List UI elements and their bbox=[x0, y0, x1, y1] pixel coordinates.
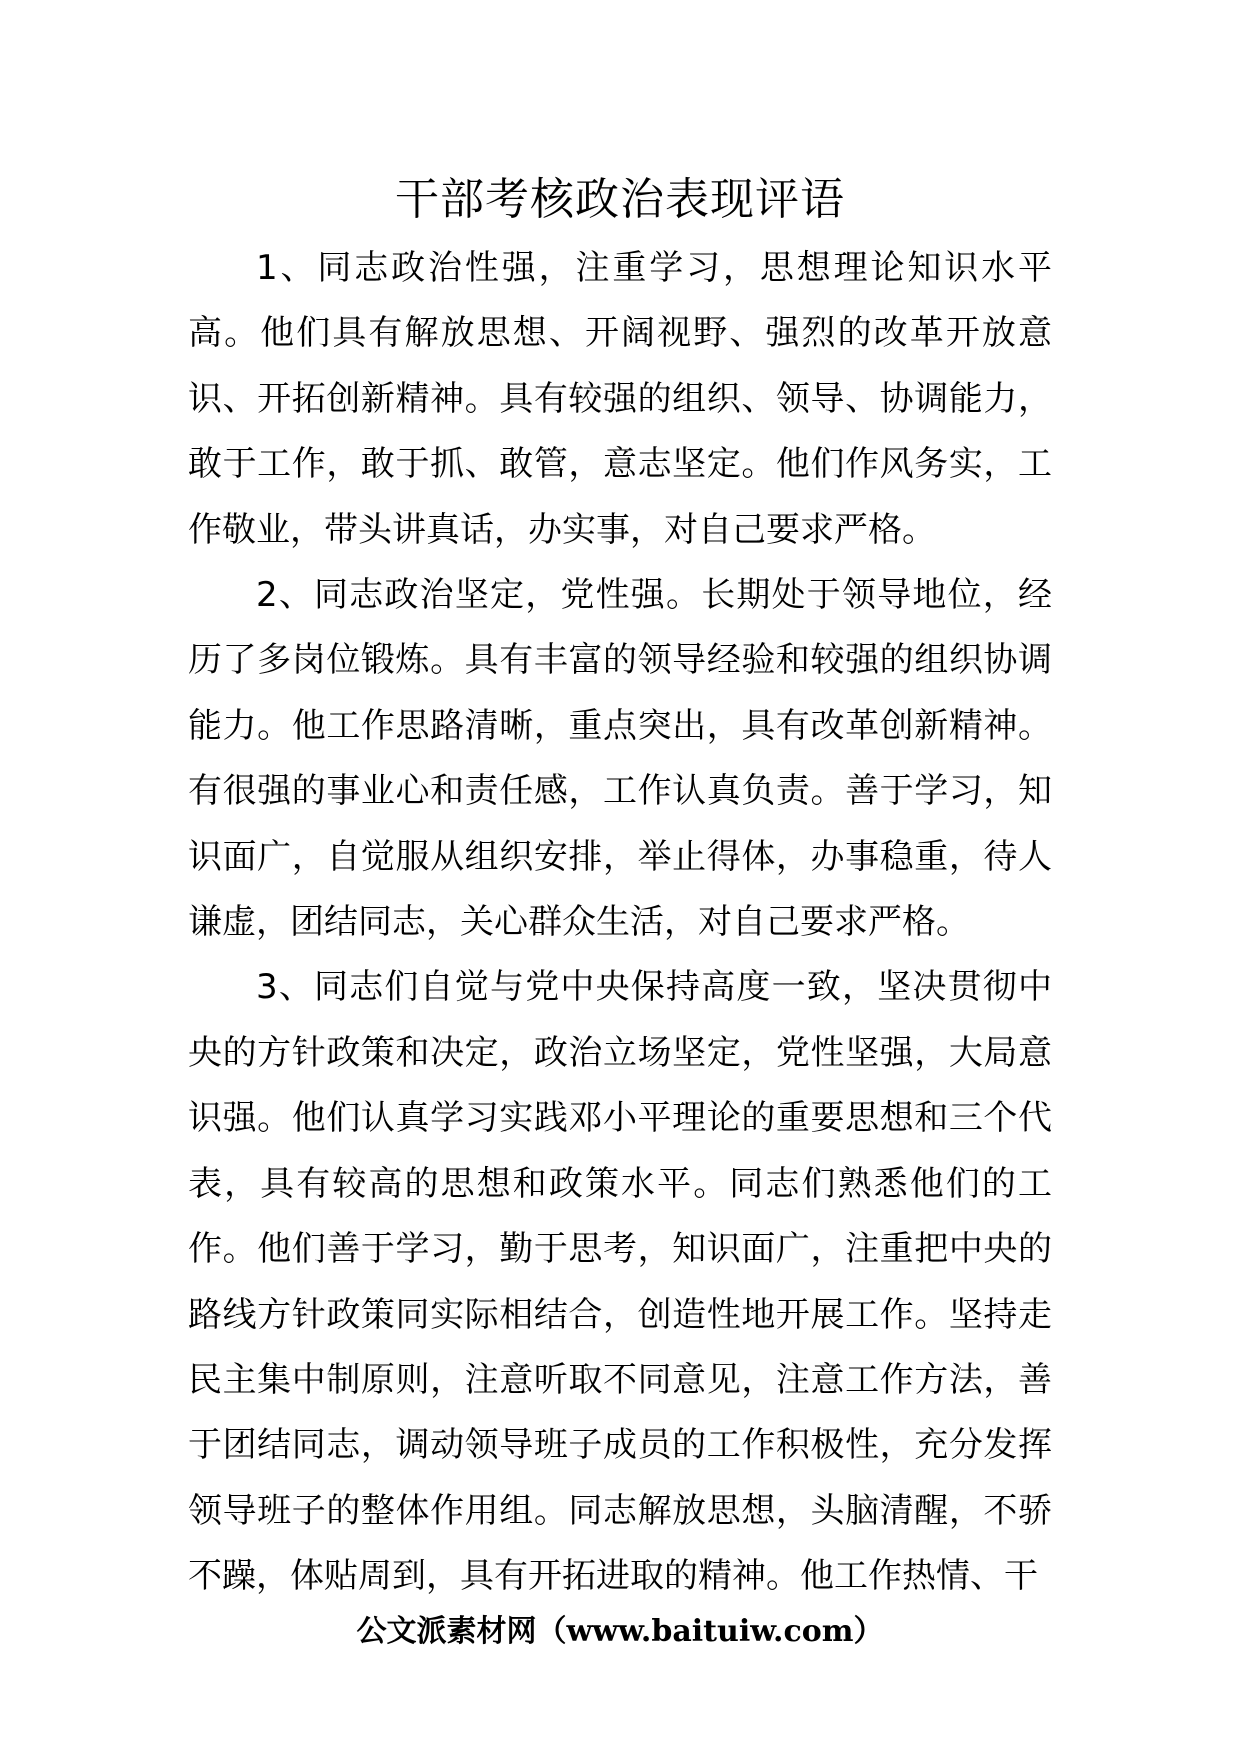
document-title: 干部考核政治表现评语 bbox=[395, 174, 845, 225]
paragraph-3: 3、同志们自觉与党中央保持高度一致，坚决贯彻中央的方针政策和决定，政治立场坚定，党性坚强，大局意识强。他们认真学习实践邓小平理论的重要思想和三个代表，具有较高的思想和政策水平。同志们熟悉他们的工作。他们善于学习，勤于思考，知识面广，注重把中央的路线方针政策同实际相结合，创造性地开展工作。坚持走民主集中制原则，注意听取不同意见，注意工作方法，善于团结同志，调动领导班子成员的工作积极性，充分发挥领导班子的整体作用组。同志解放思想，头脑清醒，不骄不躁，体贴周到，具有开拓进取的精神。他工作热情、干 bbox=[188, 967, 1052, 1597]
footer-watermark: 公文派素材网（www.baituiw.com） bbox=[356, 1614, 884, 1649]
paragraph-1: 1、同志政治性强，注重学习，思想理论知识水平高。他们具有解放思想、开阔视野、强烈的改革开放意识、开拓创新精神。具有较强的组织、领导、协调能力，敢于工作，敢于抓、敢管，意志坚定。他们作风务实，工作敬业，带头讲真话，办实事，对自己要求严格。 bbox=[188, 248, 1052, 550]
document-body bbox=[188, 236, 1052, 1610]
paragraph-2: 2、同志政治坚定，党性强。长期处于领导地位，经历了多岗位锻炼。具有丰富的领导经验和较强的组织协调能力。他工作思路清晰，重点突出，具有改革创新精神。有很强的事业心和责任感，工作认真负责。善于学习，知识面广，自觉服从组织安排，举止得体，办事稳重，待人谦虚，团结同志，关心群众生活，对自己要求严格。 bbox=[188, 575, 1052, 943]
